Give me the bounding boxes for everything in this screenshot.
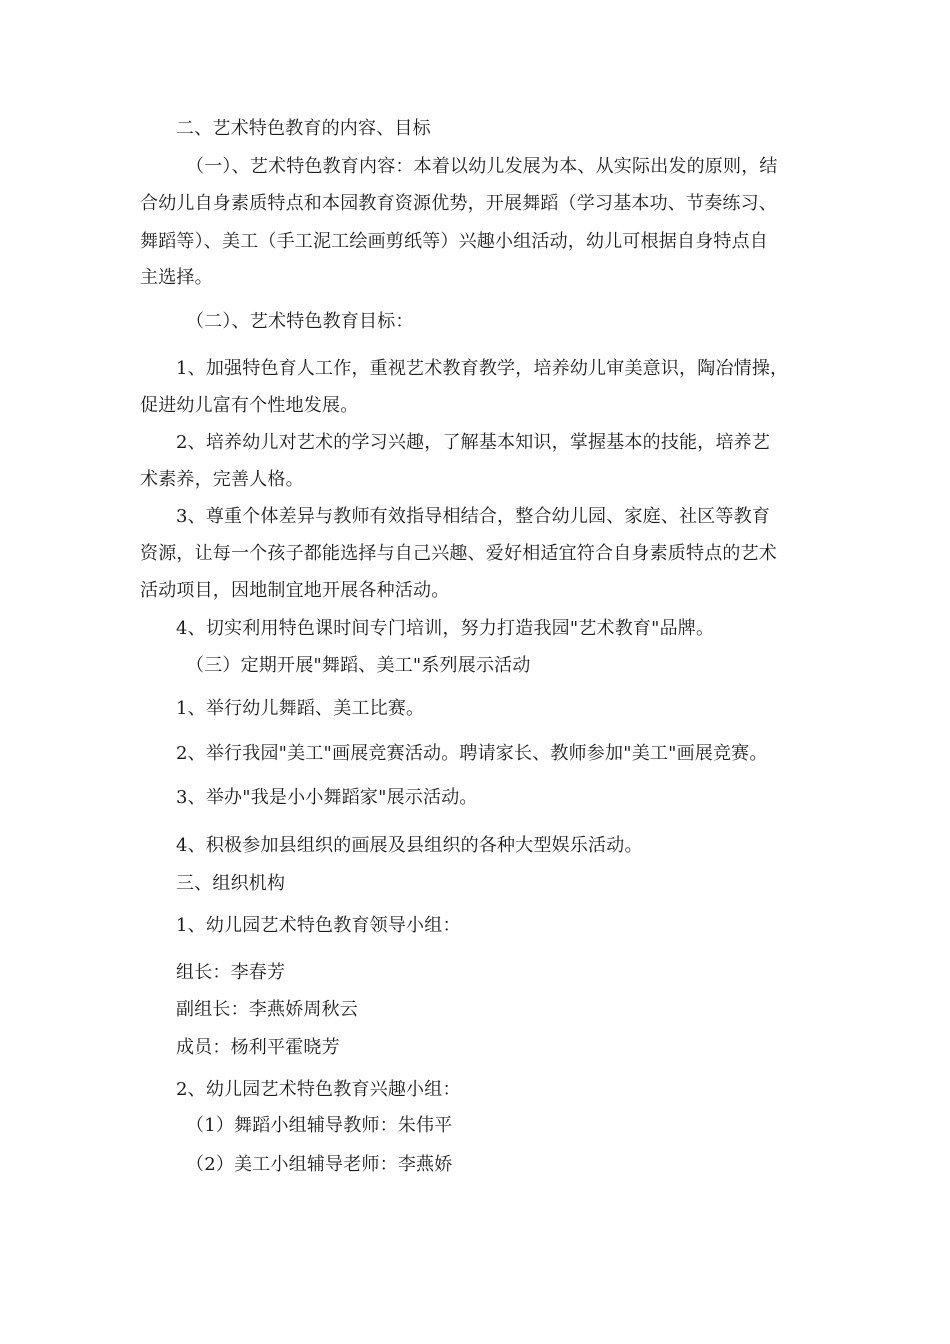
list-item-1: 1、幼儿园艺术特色教育领导小组：: [176, 915, 461, 936]
subheading-2: （二）、艺术特色教育目标：: [186, 311, 414, 332]
list-item-2: 2、培养幼儿对艺术的学习兴趣，了解基本知识，掌握基本的技能，培养艺: [176, 432, 771, 453]
section-heading-2: 二、艺术特色教育的内容、目标: [176, 118, 431, 139]
section-heading-3: 三、组织机构: [176, 873, 286, 894]
paragraph-line: 促进幼儿富有个性地发展。: [140, 395, 359, 416]
paragraph-line: 活动项目，因地制宜地开展各种活动。: [140, 580, 450, 601]
paragraph-line: 舞蹈等）、美工（手工泥工绘画剪纸等）兴趣小组活动，幼儿可根据自身特点自: [140, 231, 768, 252]
list-item-3: 3、举办"我是小小舞蹈家"展示活动。: [176, 787, 478, 808]
subheading-3: （三）定期开展"舞蹈、美工"系列展示活动: [186, 655, 531, 676]
paragraph-line: 资源，让每一个孩子都能选择与自己兴趣、爱好相适宜符合自身素质特点的艺术: [140, 543, 777, 564]
list-item-2: 2、幼儿园艺术特色教育兴趣小组：: [176, 1079, 461, 1100]
list-item-1: 1、举行幼儿舞蹈、美工比赛。: [176, 698, 425, 719]
list-item-3: 3、尊重个体差异与教师有效指导相结合，整合幼儿园、家庭、社区等教育: [176, 506, 771, 527]
leader-line: 组长：李春芳: [176, 962, 286, 983]
list-item-2: 2、举行我园"美工"画展竞赛活动。聘请家长、教师参加"美工"画展竞赛。: [176, 743, 768, 764]
members-line: 成员：杨利平霍晓芳: [176, 1037, 340, 1058]
list-item-1: 1、加强特色育人工作，重视艺术教育教学，培养幼儿审美意识，陶冶情操，: [176, 358, 789, 379]
list-item-4: 4、积极参加县组织的画展及县组织的各种大型娱乐活动。: [176, 835, 643, 856]
paragraph-line: 术素养，完善人格。: [140, 469, 304, 490]
list-item-4: 4、切实利用特色课时间专门培训，努力打造我园"艺术教育"品牌。: [176, 618, 715, 639]
paragraph-line: 主选择。: [140, 267, 213, 288]
paragraph-line: （一）、艺术特色教育内容：本着以幼儿发展为本、从实际出发的原则，结: [186, 156, 778, 177]
art-group-line: （2）美工小组辅导老师：李燕娇: [186, 1154, 453, 1175]
dance-group-line: （1）舞蹈小组辅导教师：朱伟平: [186, 1115, 453, 1136]
paragraph-line: 合幼儿自身素质特点和本园教育资源优势，开展舞蹈（学习基本功、节奏练习、: [140, 193, 777, 214]
deputy-leader-line: 副组长：李燕娇周秋云: [176, 999, 358, 1020]
